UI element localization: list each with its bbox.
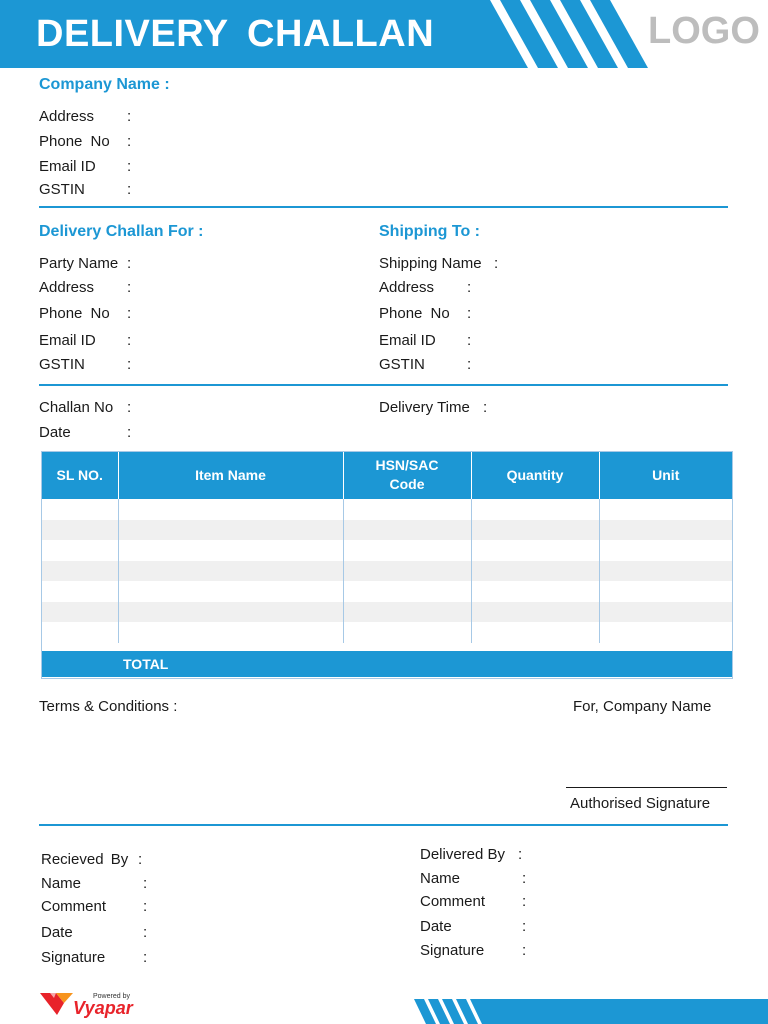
received-name-label: Name	[41, 875, 82, 892]
colon: :	[143, 924, 148, 941]
received-comment-label: Comment	[41, 898, 107, 915]
table-cell	[343, 561, 471, 582]
received-by-heading: Recieved By	[41, 851, 129, 868]
column-header-item-name: Item Name	[118, 451, 343, 499]
company-gstin-label: GSTIN	[39, 181, 85, 198]
table-cell	[471, 561, 599, 582]
shipping-name-label: Shipping Name	[379, 255, 482, 272]
party-email-label: Email ID	[39, 332, 96, 349]
colon: :	[522, 870, 527, 887]
table-cell	[343, 520, 471, 541]
shipping-email-label: Email ID	[379, 332, 436, 349]
column-header-hsn-sac	[343, 451, 471, 499]
challan-no-label: Challan No	[39, 399, 114, 416]
table-cell	[42, 499, 118, 520]
delivered-date-label: Date	[420, 918, 452, 935]
received-date-label: Date	[41, 924, 73, 941]
powered-by-text: Powered by	[93, 993, 130, 1000]
company-phone-label: Phone No	[39, 133, 110, 150]
table-cell	[471, 581, 599, 602]
colon: :	[467, 279, 472, 296]
colon: :	[522, 942, 527, 959]
table-cell	[599, 581, 732, 602]
colon: :	[494, 255, 499, 272]
table-cell	[599, 622, 732, 643]
challan-for-heading: Delivery Challan For :	[39, 223, 204, 240]
delivered-signature-label: Signature	[420, 942, 485, 959]
table-cell	[42, 520, 118, 541]
table-body	[42, 499, 732, 643]
colon: :	[127, 181, 132, 198]
table-row	[42, 499, 732, 520]
table-cell	[343, 581, 471, 602]
colon: :	[127, 424, 132, 441]
table-cell	[599, 602, 732, 623]
table-cell	[118, 602, 343, 623]
table-cell	[343, 540, 471, 561]
shipping-phone-label: Phone No	[379, 305, 450, 322]
table-cell	[42, 540, 118, 561]
logo-placeholder: LOGO	[648, 10, 760, 52]
colon: :	[143, 875, 148, 892]
table-row	[42, 581, 732, 602]
hsn-sac-header-text: HSN/SAC Code	[375, 457, 439, 492]
total-label: TOTAL	[123, 656, 169, 672]
colon: :	[467, 332, 472, 349]
table-cell	[118, 499, 343, 520]
delivered-comment-label: Comment	[420, 893, 486, 910]
table-cell	[471, 499, 599, 520]
delivered-by-heading: Delivered By	[420, 846, 506, 863]
authorised-signature-label: Authorised Signature	[570, 795, 711, 812]
colon: :	[127, 305, 132, 322]
table-cell	[471, 622, 599, 643]
shipping-to-heading: Shipping To :	[379, 223, 481, 240]
items-table	[42, 451, 732, 643]
colon: :	[518, 846, 523, 863]
table-cell	[42, 622, 118, 643]
table-cell	[118, 561, 343, 582]
date-label: Date	[39, 424, 71, 441]
table-cell	[471, 602, 599, 623]
delivery-time-label: Delivery Time	[379, 399, 470, 416]
table-cell	[42, 602, 118, 623]
colon: :	[127, 158, 132, 175]
delivered-name-label: Name	[420, 870, 461, 887]
footer-stripe-decoration	[410, 999, 768, 1024]
section-divider	[39, 206, 728, 208]
company-email-label: Email ID	[39, 158, 96, 175]
table-row	[42, 561, 732, 582]
colon: :	[138, 851, 143, 868]
company-name-heading: Company Name :	[39, 76, 170, 93]
for-company-label: For, Company Name	[573, 698, 712, 715]
colon: :	[467, 305, 472, 322]
party-phone-label: Phone No	[39, 305, 110, 322]
table-cell	[599, 499, 732, 520]
shipping-address-label: Address	[379, 279, 435, 296]
table-row	[42, 540, 732, 561]
column-header-quantity: Quantity	[471, 451, 599, 499]
colon: :	[143, 898, 148, 915]
section-divider	[39, 824, 728, 826]
signature-line	[566, 787, 727, 788]
colon: :	[127, 108, 132, 125]
column-header-sl-no: SL NO.	[42, 451, 118, 499]
table-row	[42, 602, 732, 623]
colon: :	[127, 356, 132, 373]
party-address-label: Address	[39, 279, 95, 296]
received-signature-label: Signature	[41, 949, 106, 966]
table-row	[42, 520, 732, 541]
colon: :	[127, 133, 132, 150]
document-title: DELIVERY CHALLAN	[36, 13, 435, 55]
column-header-unit: Unit	[599, 451, 732, 499]
table-cell	[599, 540, 732, 561]
shipping-gstin-label: GSTIN	[379, 356, 425, 373]
terms-label: Terms & Conditions :	[39, 698, 178, 715]
table-cell	[118, 622, 343, 643]
colon: :	[143, 949, 148, 966]
table-cell	[343, 622, 471, 643]
table-row	[42, 622, 732, 643]
colon: :	[522, 893, 527, 910]
colon: :	[467, 356, 472, 373]
table-cell	[599, 561, 732, 582]
colon: :	[522, 918, 527, 935]
vyapar-logo-icon	[40, 991, 74, 1017]
section-divider	[39, 384, 728, 386]
table-header-row	[42, 451, 732, 499]
table-cell	[471, 520, 599, 541]
colon: :	[127, 399, 132, 416]
vyapar-brand-text: Vyapar	[73, 998, 133, 1018]
table-cell	[343, 499, 471, 520]
table-cell	[599, 520, 732, 541]
table-cell	[42, 581, 118, 602]
colon: :	[127, 279, 132, 296]
table-cell	[343, 602, 471, 623]
table-cell	[118, 520, 343, 541]
colon: :	[127, 332, 132, 349]
table-cell	[118, 581, 343, 602]
table-cell	[42, 561, 118, 582]
colon: :	[483, 399, 488, 416]
party-name-label: Party Name	[39, 255, 119, 272]
table-cell	[471, 540, 599, 561]
colon: :	[127, 255, 132, 272]
party-gstin-label: GSTIN	[39, 356, 85, 373]
company-address-label: Address	[39, 108, 95, 125]
table-cell	[118, 540, 343, 561]
